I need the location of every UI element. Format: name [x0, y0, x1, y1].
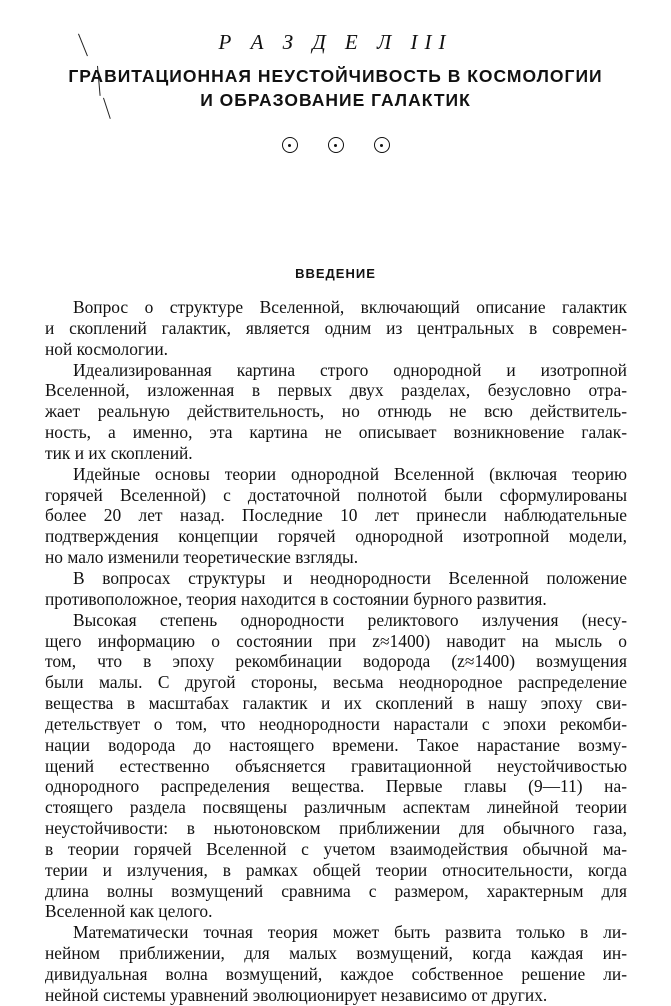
text-line: противоположное, теория находится в состоянии бурного развития.	[45, 588, 547, 609]
circle-dot-icon	[328, 137, 344, 153]
text-line: нейной системы уравнений эволюционирует независимо от других.	[45, 984, 548, 1005]
text-line: в теории горячей Вселенной с учетом взаимодействия обычной ма-	[45, 838, 627, 859]
text-line: ной космологии.	[45, 338, 169, 359]
section-title-line-1: ГРАВИТАЦИОННАЯ НЕУСТОЙЧИВОСТЬ В КОСМОЛОГИИ	[68, 66, 603, 86]
text-line: Вселенной как целого.	[45, 901, 213, 922]
text-line: и скоплений галактик, является одним из центральных в современ-	[45, 317, 627, 338]
introduction-heading: ВВЕДЕНИЕ	[295, 266, 376, 281]
text-line: вещества в масштабах галактик и их скоплений в нашу эпоху сви-	[45, 693, 627, 714]
text-line: однородного распределения вещества. Первые главы (9—11) на-	[45, 776, 627, 797]
text-line: Идейные основы теории однородной Вселенной (включая теорию	[73, 463, 627, 484]
text-line: ность, а именно, эта картина не описывает возникновение галак-	[45, 422, 627, 443]
text-line: тик и их скоплений.	[45, 442, 193, 463]
text-line: подтверждения концепции горячей однородной изотропной модели,	[45, 526, 627, 547]
text-line: детельствует о том, что неоднородности нарастали с эпохи рекомби-	[45, 713, 627, 734]
text-line: горячей Вселенной) с достаточной полнотой были сформулированы	[45, 484, 627, 505]
text-line: дивидуальная волна возмущений, каждое собственное решение ли-	[45, 964, 627, 984]
ornament-row	[0, 136, 671, 154]
text-line: Высокая степень однородности реликтового излучения (несу-	[73, 609, 627, 630]
text-line: В вопросах структуры и неоднородности Вселенной положение	[73, 567, 627, 588]
text-line: щений естественно объясняется гравитационной неустойчивостью	[45, 755, 627, 776]
section-title-line-2: И ОБРАЗОВАНИЕ ГАЛАКТИК	[200, 90, 471, 110]
text-line: терии и излучения, в рамках общей теории относительности, когда	[45, 859, 627, 880]
text-line: том, что в эпоху рекомбинации водорода (z≈1400) возмущения	[45, 651, 627, 672]
text-line: жает реальную действительность, но отнюдь не всю действитель-	[45, 401, 627, 422]
text-line: щего информацию о состоянии при z≈1400) наводит на мысль о	[45, 630, 627, 651]
text-line: были малы. С другой стороны, весьма неоднородное распределение	[45, 672, 627, 693]
text-line: длина волны возмущений сравнима с размером, характерным для	[45, 880, 627, 901]
text-line: нейном приближении, для малых возмущений, когда каждая ин-	[45, 943, 627, 964]
text-line: более 20 лет назад. Последние 10 лет принесли наблюдательные	[45, 505, 627, 526]
text-line: неустойчивости: в ньютоновском приближении для обычного газа,	[45, 818, 627, 839]
text-line: Вопрос о структуре Вселенной, включающий описание галактик	[73, 297, 627, 317]
section-title	[0, 64, 671, 112]
text-line: Идеализированная картина строго однородной и изотропной	[73, 359, 627, 380]
section-label: Р А З Д Е Л III	[218, 30, 453, 54]
text-line: Вселенной, изложенная в первых двух разделах, безусловно отра-	[45, 380, 627, 401]
text-line: нации водорода до настоящего времени. Такое нарастание возму-	[45, 734, 627, 755]
text-line: стоящего раздела посвящены различным аспектам линейной теории	[45, 797, 627, 818]
text-line: Математически точная теория может быть развита только в ли-	[73, 922, 627, 943]
circle-dot-icon	[282, 137, 298, 153]
text-line: но мало изменили теоретические взгляды.	[45, 547, 359, 568]
body-text	[45, 297, 627, 1006]
circle-dot-icon	[374, 137, 390, 153]
